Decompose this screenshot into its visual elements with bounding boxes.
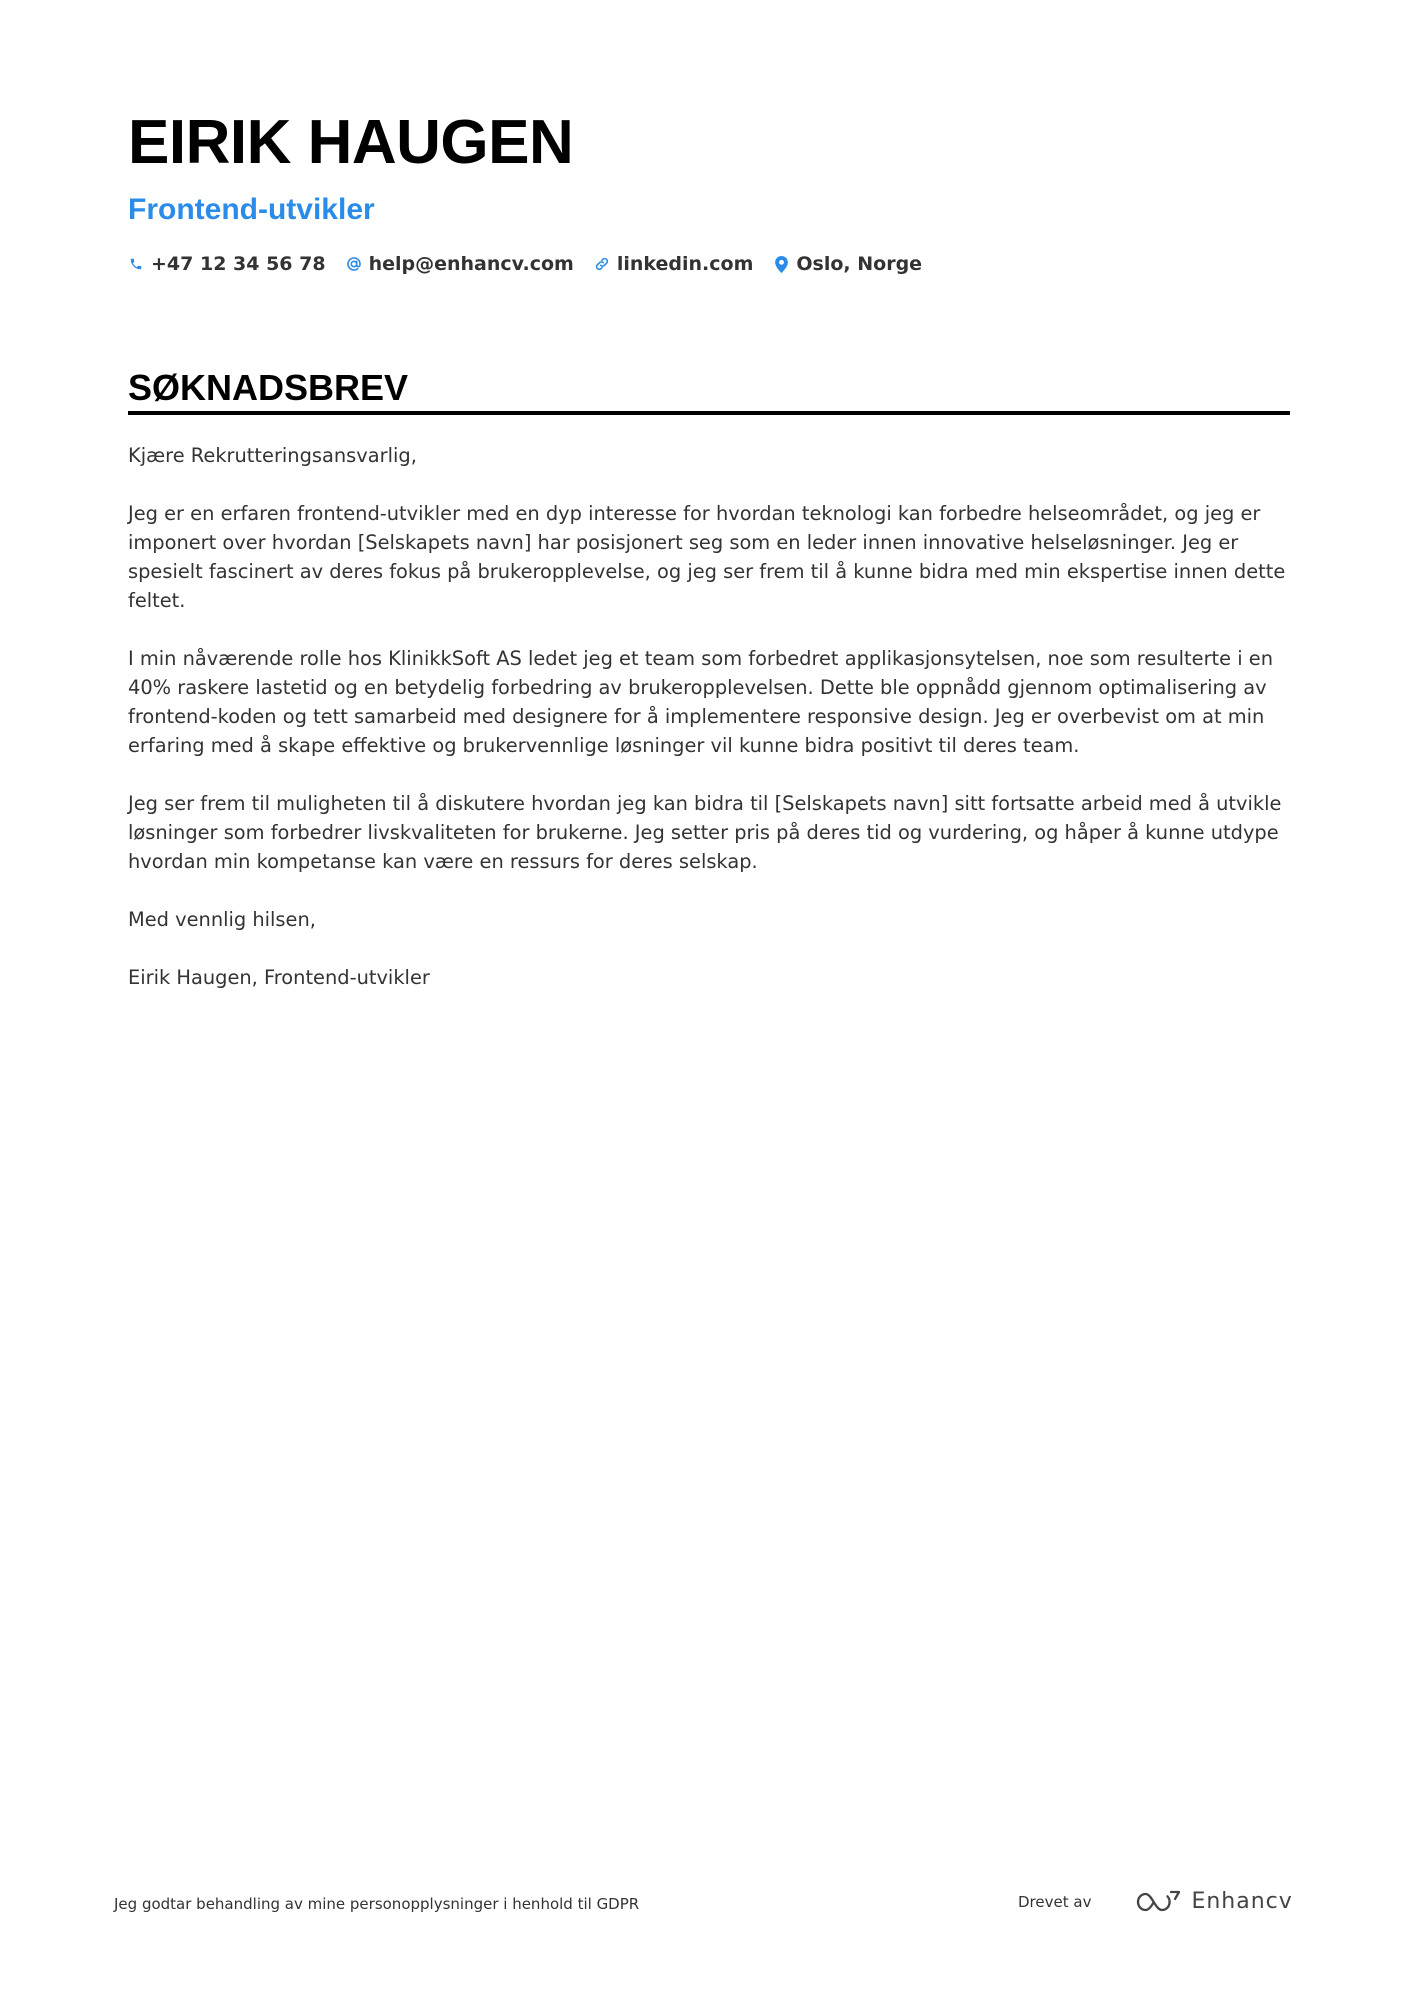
at-icon — [346, 255, 362, 273]
link-icon — [594, 255, 610, 273]
powered-by — [1018, 1889, 1293, 1914]
gdpr-consent-text: Jeg godtar behandling av mine personopplysninger i henhold til GDPR — [114, 1895, 640, 1913]
enhancv-logo[interactable] — [1135, 1889, 1292, 1914]
contact-location-text: Oslo, Norge — [796, 253, 923, 275]
powered-by-label: Drevet av — [1018, 1892, 1092, 1911]
letter-paragraph-2: I min nåværende rolle hos KlinikkSoft AS ledet jeg et team som forbedret applikasjonsytelsen, noe som resulterte i en 40% raskere lastetid og en betydelig forbedring av brukeropplevelsen. Dette ble oppnådd gjennom optimalisering av frontend-koden og tett samarbeid med designere for å implementere responsive design. Jeg er overbevist om at min erfaring med å skape effektive og brukervennlige løsninger vil kunne bidra positivt til deres team. — [128, 647, 1274, 757]
contact-phone — [128, 253, 326, 275]
letter-body — [128, 441, 1290, 1021]
location-pin-icon — [773, 255, 789, 273]
enhancv-wordmark: Enhancv — [1191, 1889, 1293, 1914]
contact-email[interactable] — [346, 253, 574, 275]
letter-paragraph-1: Jeg er en erfaren frontend-utvikler med en dyp interesse for hvordan teknologi kan forbedre helseområdet, og jeg er imponert over hvordan [Selskapets navn] har posisjonert seg som en leder innen innovative helseløsninger. Jeg er spesielt fascinert av deres fokus på brukeropplevelse, og jeg ser frem til å kunne bidra med min ekspertise innen dette feltet. — [128, 502, 1286, 612]
contact-bar — [128, 253, 922, 275]
section-title: SØKNADSBREV — [128, 367, 409, 408]
letter-closing: Med vennlig hilsen, — [128, 908, 316, 931]
letter-greeting: Kjære Rekrutteringsansvarlig, — [128, 444, 417, 467]
contact-linkedin[interactable] — [594, 253, 754, 275]
contact-email-text[interactable]: help@enhancv.com — [368, 253, 574, 275]
applicant-name: EIRIK HAUGEN — [128, 108, 574, 177]
enhancv-logo-icon — [1135, 1890, 1181, 1914]
letter-signature: Eirik Haugen, Frontend-utvikler — [128, 966, 430, 989]
phone-icon — [128, 255, 144, 273]
section-divider — [128, 411, 1290, 415]
contact-phone-text: +47 12 34 56 78 — [151, 253, 326, 275]
contact-location — [773, 253, 922, 275]
contact-linkedin-text[interactable]: linkedin.com — [616, 253, 754, 275]
letter-paragraph-3: Jeg ser frem til muligheten til å diskutere hvordan jeg kan bidra til [Selskapets navn] sitt fortsatte arbeid med å utvikle løsninger som forbedrer livskvaliteten for brukerne. Jeg setter pris på deres tid og vurdering, og håper å kunne utdype hvordan min kompetanse kan være en ressurs for deres selskap. — [128, 792, 1282, 873]
applicant-role: Frontend-utvikler — [128, 193, 375, 226]
